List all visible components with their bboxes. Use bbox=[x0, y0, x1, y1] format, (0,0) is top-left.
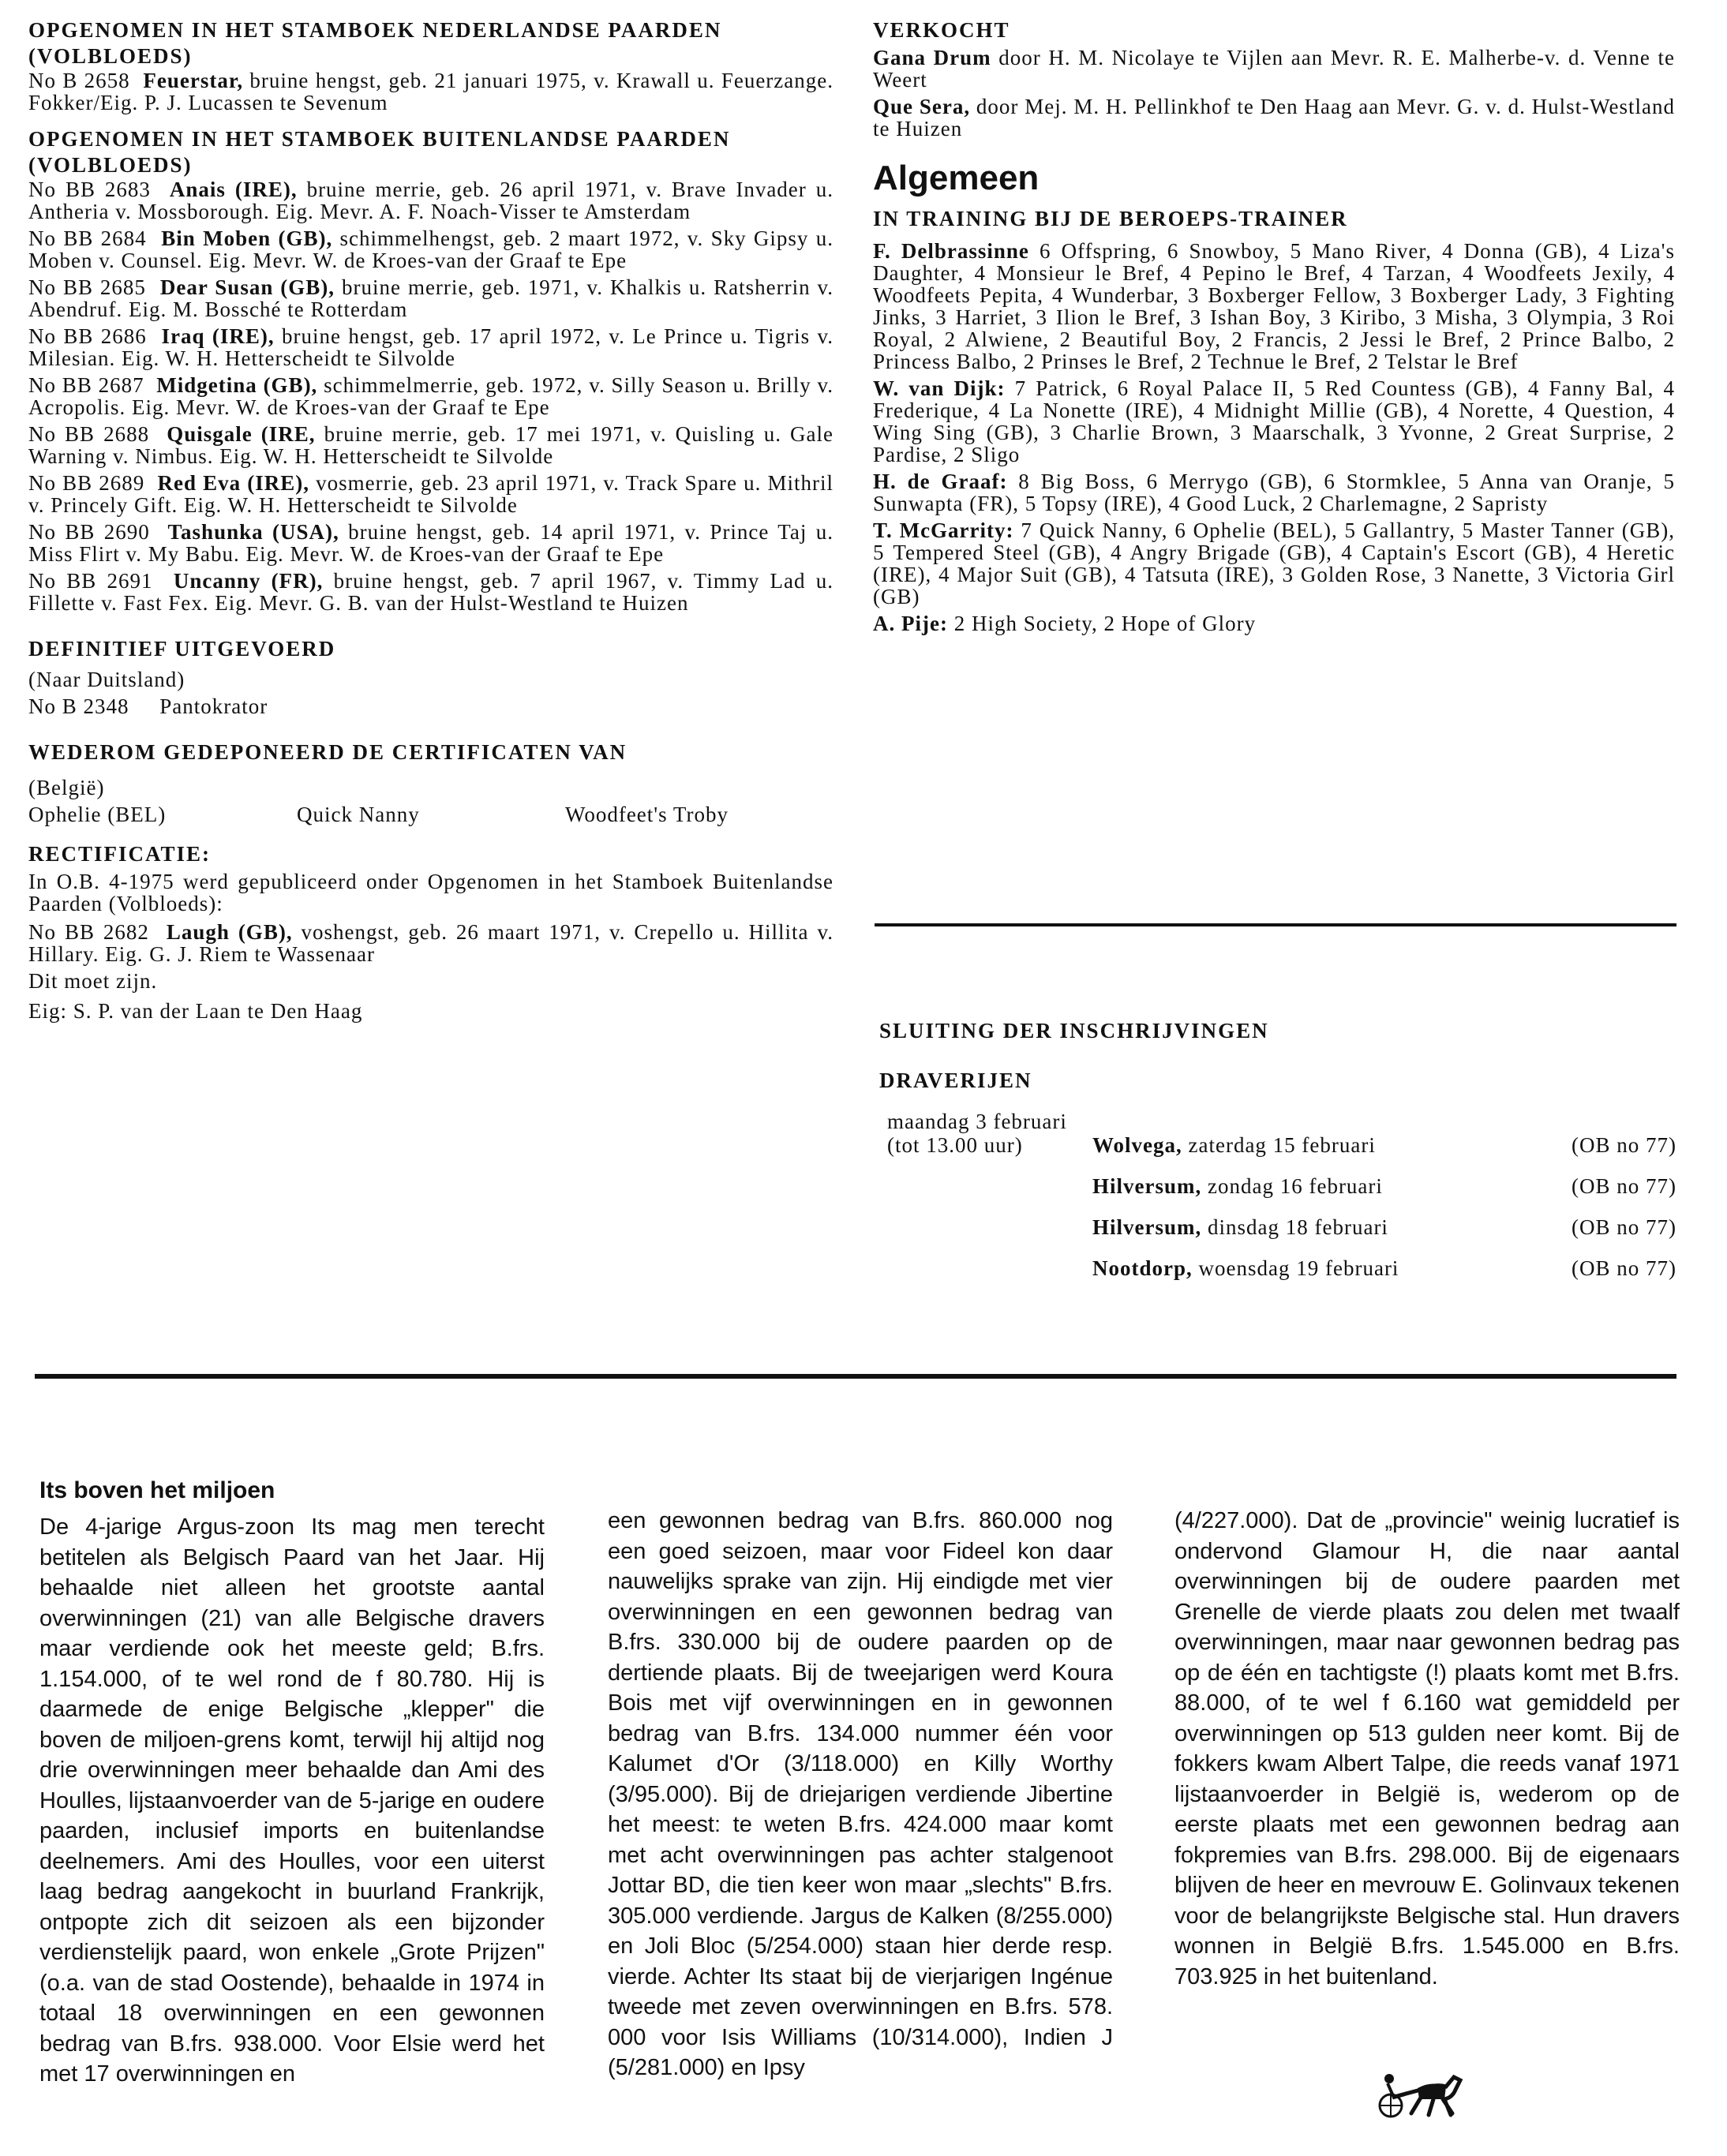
entry-text: 7 Quick Nanny, 6 Ophelie (BEL), 5 Gallantry, 5 Master Tanner (GB), 5 Tempered Steel (GB), 4 Angry Brigade (GB), 4 Captain's Escort (GB), 4 Heretic (IRE), 4 Major Suit (GB), 4 Tatsuta (IRE), 3 Golden Rose, 3 Nanette, 3 Victoria Girl (GB) bbox=[873, 518, 1675, 608]
horse-name: Dear Susan (GB), bbox=[159, 275, 335, 299]
article-text: (4/227.000). Dat de „provincie" weinig lucratief is ondervond Glamour H, die naar aantal overwinningen bij de oudere paarden met Grenelle de vierde plaats zou delen met twaalf overwinningen, maar naar gewonnen bedrag pas op de één en tachtigste (!) plaats komt met B.frs. 88.000, of te wel f 6.160 wat gemiddeld per overwinningen op 513 gulden neer komt. Bij de fokkers kwam Albert Talpe, die reeds vanaf 1971 lijstaanvoerder in België is, wederom op de eerste plaats met een gewonnen bedrag aan fokpremies van B.frs. 298.000. Bij de eigenaars blijven de heer en mevrouw E. Golinvaux tekenen voor de belangrijkste Belgische stal. Hun dravers wonnen in België B.frs. 1.545.000 en B.frs. 703.925 in het buitenland. bbox=[1174, 1508, 1680, 1989]
schedule-ob: (OB no 77) bbox=[1572, 1215, 1676, 1239]
horse-name: W. van Dijk: bbox=[873, 376, 1006, 400]
schedule-day: woensdag 19 februari bbox=[1198, 1256, 1399, 1280]
text-line: Eig: S. P. van der Laan te Den Haag bbox=[28, 999, 363, 1023]
horse-name: F. Delbrassinne bbox=[873, 239, 1029, 263]
article-text: De 4-jarige Argus-zoon Its mag men terecht betitelen als Belgisch Paard van het Jaar. Hij behaalde niet alleen het grootste aantal overwinningen (21) van alle Belgische dravers maar verdiende ook het meeste geld; B.frs. 1.154.000, of te wel rond de f 80.780. Hij is daarmede de enige Belgische „klepper" die boven de miljoen-grens komt, terwijl hij altijd nog drie overwinningen meer behaalde dan Ami des Houlles, lijstaanvoerder van de 5-jarige en oudere paarden, inclusief imports en buitenlandse deelnemers. Ami des Houlles, voor een uiterst laag bedrag aangekocht in buurland Frankrijk, ontpopte zich dit seizoen als een bijzonder verdienstelijk paard, won enkele „Grote Prijzen" (o.a. van de stad Oostende), behaalde in 1974 in totaal 18 overwinningen en een gewonnen bedrag van B.frs. 938.000. Voor Elsie werd het met 17 overwinningen en bbox=[39, 1514, 545, 2087]
horse-name: Red Eva (IRE), bbox=[157, 471, 309, 495]
text-line: Dit moet zijn. bbox=[28, 969, 158, 993]
schedule-time: (tot 13.00 uur) bbox=[887, 1133, 1023, 1157]
section-title: DRAVERIJEN bbox=[879, 1069, 1032, 1092]
entry-text: door H. M. Nicolaye te Vijlen aan Mevr. R. E. Malherbe-v. d. Venne te Weert bbox=[873, 46, 1676, 92]
entry-text: 8 Big Boss, 6 Merrygo (GB), 6 Stormklee, 5 Anna van Oranje, 5 Sunwapta (FR), 5 Topsy (IRE), 4 Good Luck, 2 Charlemagne, 2 Sapristy bbox=[873, 470, 1675, 515]
entry-list bbox=[873, 47, 1675, 140]
entry-number: No B 2658 bbox=[28, 69, 130, 92]
entry-text: bruine hengst, geb. 7 april 1967, v. Timmy Lad u. Fillette v. Fast Fex. Eig. Mevr. G. B. van der Hulst-Westland te Huizen bbox=[28, 569, 834, 615]
entry bbox=[28, 472, 834, 516]
section-title: DEFINITIEF UITGEVOERD bbox=[28, 637, 336, 661]
schedule-place: Hilversum, bbox=[1092, 1174, 1202, 1198]
certificate-item: Quick Nanny bbox=[297, 803, 420, 826]
horse-name: Tashunka (USA), bbox=[167, 520, 339, 544]
horse-name: Midgetina (GB), bbox=[156, 373, 318, 397]
entry bbox=[28, 374, 834, 418]
entry-number: No BB 2682 bbox=[28, 920, 149, 944]
entry bbox=[873, 95, 1675, 140]
entry bbox=[28, 423, 834, 467]
left-column bbox=[28, 17, 834, 1022]
entry bbox=[28, 325, 834, 369]
horse-name: Feuerstar, bbox=[143, 69, 244, 92]
section-title: OPGENOMEN IN HET STAMBOEK NEDERLANDSE PAARDEN (VOLBLOEDS) bbox=[28, 18, 722, 68]
horse-name: Uncanny (FR), bbox=[173, 569, 324, 593]
entry-number: No BB 2690 bbox=[28, 520, 150, 544]
entry-number: No BB 2686 bbox=[28, 324, 147, 348]
entry bbox=[873, 519, 1675, 608]
schedule-event bbox=[1092, 1215, 1388, 1240]
divider bbox=[35, 1374, 1676, 1379]
section-title: RECTIFICATIE: bbox=[28, 842, 212, 866]
entry-text: bruine hengst, geb. 21 januari 1975, v. Krawall u. Feuerzange. Fokker/Eig. P. J. Lucassen te Sevenum bbox=[28, 69, 834, 114]
entry bbox=[28, 521, 834, 565]
entry-text: bruine hengst, geb. 14 april 1971, v. Prince Taj u. Miss Flirt v. My Babu. Eig. Mevr. W. de Kroes-van der Graaf te Epe bbox=[28, 520, 834, 566]
entry-number: No BB 2683 bbox=[28, 178, 151, 201]
heading-algemeen: Algemeen bbox=[873, 159, 1040, 197]
entry-number: No BB 2691 bbox=[28, 569, 153, 593]
entry-text: bruine merrie, geb. 17 mei 1971, v. Quisling u. Gale Warning v. Nimbus. Eig. W. H. Hetterscheidt te Silvolde bbox=[28, 422, 834, 468]
schedule-place: Hilversum, bbox=[1092, 1215, 1202, 1239]
entry-text: 2 High Society, 2 Hope of Glory bbox=[953, 612, 1257, 635]
entry bbox=[28, 178, 834, 223]
entry bbox=[873, 377, 1675, 466]
entry bbox=[28, 227, 834, 271]
horse-name: Que Sera, bbox=[873, 95, 971, 118]
horse-name: Bin Moben (GB), bbox=[161, 226, 333, 250]
horse-name: Gana Drum bbox=[873, 46, 991, 69]
article-column-2 bbox=[608, 1506, 1113, 2083]
schedule-row bbox=[879, 1174, 1676, 1215]
section-title: SLUITING DER INSCHRIJVINGEN bbox=[879, 1019, 1269, 1042]
horse-name: A. Pije: bbox=[873, 612, 948, 635]
entry-text: door Mej. M. H. Pellinkhof te Den Haag aan Mevr. G. v. d. Hulst-Westland te Huizen bbox=[873, 95, 1675, 140]
entry bbox=[873, 470, 1675, 515]
entry-number: No BB 2684 bbox=[28, 226, 147, 250]
text-line: No B 2348 Pantokrator bbox=[28, 694, 268, 718]
entry-text: schimmelhengst, geb. 2 maart 1972, v. Sky Gipsy u. Moben v. Counsel. Eig. Mevr. W. de Kroes-van der Graaf te Epe bbox=[28, 226, 834, 272]
schedule-date: maandag 3 februari bbox=[887, 1110, 1067, 1133]
article-title: Its boven het miljoen bbox=[39, 1477, 275, 1503]
horse-name: Anais (IRE), bbox=[169, 178, 298, 201]
entry bbox=[873, 240, 1675, 372]
entry-list bbox=[28, 69, 834, 114]
schedule bbox=[879, 1110, 1676, 1297]
text-line: (België) bbox=[28, 776, 105, 799]
schedule-day: zondag 16 februari bbox=[1208, 1174, 1383, 1198]
entry-list bbox=[28, 178, 834, 614]
entry-text: 7 Patrick, 6 Royal Palace II, 5 Red Countess (GB), 4 Fanny Bal, 4 Frederique, 4 La Nonette (IRE), 4 Midnight Millie (GB), 4 Norette, 4 Question, 4 Wing Sing (GB), 3 Charlie Brown, 3 Maarschalk, 3 Yvonne, 2 Great Surprise, 2 Pardise, 2 Sligo bbox=[873, 376, 1675, 466]
paragraph: In O.B. 4-1975 werd gepubliceerd onder Opgenomen in het Stamboek Buitenlandse Paarden (Volbloeds): bbox=[28, 870, 834, 915]
schedule-date-row bbox=[879, 1110, 1676, 1133]
schedule-day: dinsdag 18 februari bbox=[1208, 1215, 1388, 1239]
schedule-event bbox=[1092, 1256, 1399, 1281]
section-title: IN TRAINING BIJ DE BEROEPS-TRAINER bbox=[873, 207, 1348, 230]
text-line: (Naar Duitsland) bbox=[28, 668, 185, 691]
schedule-row bbox=[879, 1215, 1676, 1256]
horse-name: Laugh (GB), bbox=[166, 920, 293, 944]
section-title: OPGENOMEN IN HET STAMBOEK BUITENLANDSE PAARDEN (VOLBLOEDS) bbox=[28, 127, 731, 177]
article-column-3 bbox=[1174, 1506, 1680, 1992]
schedule-ob: (OB no 77) bbox=[1572, 1174, 1676, 1198]
schedule-place: Nootdorp, bbox=[1092, 1256, 1193, 1280]
entry bbox=[873, 612, 1675, 634]
entry-text: bruine hengst, geb. 17 april 1972, v. Le Prince u. Tigris v. Milesian. Eig. W. H. Hetterscheidt te Silvolde bbox=[28, 324, 834, 370]
entry-number: No BB 2688 bbox=[28, 422, 150, 446]
entry-text: 6 Offspring, 6 Snowboy, 5 Mano River, 4 Donna (GB), 4 Liza's Daughter, 4 Monsieur le Bref, 4 Pepino le Bref, 4 Tarzan, 4 Woodfeets Jexily, 4 Woodfeets Pepita, 4 Wunderbar, 3 Boxberger Fellow, 3 Boxberger Lady, 3 Fighting Jinks, 3 Harriet, 3 Ilion le Bref, 3 Ishan Boy, 3 Kiribo, 3 Misha, 3 Olympia, 3 Roi Royal, 2 Alwiene, 2 Beautiful Boy, 2 Francis, 2 Jessi le Bref, 2 Prince Balbo, 2 Princess Balbo, 2 Prinses le Bref, 2 Technue le Bref, 2 Telstar le Bref bbox=[873, 239, 1676, 373]
entry-number: No BB 2685 bbox=[28, 275, 146, 299]
schedule-day: zaterdag 15 februari bbox=[1188, 1133, 1376, 1157]
horse-name: T. McGarrity: bbox=[873, 518, 1014, 542]
entry-number: No BB 2689 bbox=[28, 471, 145, 495]
certificate-item: Ophelie (BEL) bbox=[28, 803, 167, 826]
entry-list bbox=[873, 240, 1675, 634]
article-text: een gewonnen bedrag van B.frs. 860.000 nog een goed seizoen, maar voor Fideel kon daar nauwelijks sprake van zijn. Hij eindigde met vier overwinningen en een gewonnen bedrag van B.frs. 330.000 bij de oudere paarden op de dertiende plaats. Bij de tweejarigen werd Koura Bois met vijf overwinningen en in gewonnen bedrag van B.frs. 134.000 nummer één voor Kalumet d'Or (3/118.000) en Killy Worthy (3/95.000). Bij de driejarigen verdiende Jibertine het meest: te weten B.frs. 424.000 maar komt met acht overwinningen pas achter stalgenoot Jottar BD, die tien keer won maar „slechts" B.frs. 305.000 verdiende. Jargus de Kalken (8/255.000) en Joli Bloc (5/254.000) staan hier derde resp. vierde. Achter Its staat bij de vierjarigen Ingénue tweede met zeven overwinningen en B.frs. 578. 000 voor Isis Williams (10/314.000), Indien J (5/281.000) en Ipsy bbox=[608, 1508, 1113, 2080]
entry-text: vosmerrie, geb. 23 april 1971, v. Track Spare u. Mithril v. Princely Gift. Eig. W. H. Hetterscheidt te Silvolde bbox=[28, 471, 834, 517]
horse-name: Quisgale (IRE, bbox=[167, 422, 316, 446]
entry-text: voshengst, geb. 26 maart 1971, v. Crepello u. Hillita v. Hillary. Eig. G. J. Riem te Wassenaar bbox=[28, 920, 834, 966]
harness-racer-icon bbox=[1373, 2066, 1468, 2121]
schedule-event bbox=[1092, 1174, 1383, 1199]
entry bbox=[873, 47, 1675, 91]
entry bbox=[28, 921, 834, 965]
sluiting-section bbox=[879, 1018, 1676, 1297]
article-column-1 bbox=[39, 1476, 545, 2090]
horse-name: Iraq (IRE), bbox=[161, 324, 275, 348]
section-title: WEDEROM GEDEPONEERD DE CERTIFICATEN VAN bbox=[28, 740, 627, 764]
certificate-row bbox=[28, 802, 834, 827]
section-title: VERKOCHT bbox=[873, 18, 1010, 42]
schedule-ob: (OB no 77) bbox=[1572, 1133, 1676, 1157]
schedule-event bbox=[1092, 1133, 1376, 1158]
certificate-item: Woodfeet's Troby bbox=[565, 803, 729, 826]
right-column bbox=[873, 17, 1675, 639]
schedule-row bbox=[879, 1133, 1676, 1174]
entry-number: No BB 2687 bbox=[28, 373, 144, 397]
entry-text: bruine merrie, geb. 1971, v. Khalkis u. Ratsherrin v. Abendruf. Eig. M. Bossché te Rotterdam bbox=[28, 275, 834, 321]
schedule-row bbox=[879, 1256, 1676, 1297]
entry bbox=[28, 570, 834, 614]
entry-text: schimmelmerrie, geb. 1972, v. Silly Season u. Brilly v. Acropolis. Eig. Mevr. W. de Kroes-van der Graaf te Epe bbox=[28, 373, 834, 419]
divider bbox=[875, 923, 1676, 926]
entry-text: bruine merrie, geb. 26 april 1971, v. Brave Invader u. Antheria v. Mossborough. Eig. Mevr. A. F. Noach-Visser te Amsterdam bbox=[28, 178, 834, 223]
entry bbox=[28, 69, 834, 114]
entry bbox=[28, 276, 834, 320]
horse-name: H. de Graaf: bbox=[873, 470, 1008, 493]
schedule-ob: (OB no 77) bbox=[1572, 1256, 1676, 1280]
schedule-place: Wolvega, bbox=[1092, 1133, 1182, 1157]
